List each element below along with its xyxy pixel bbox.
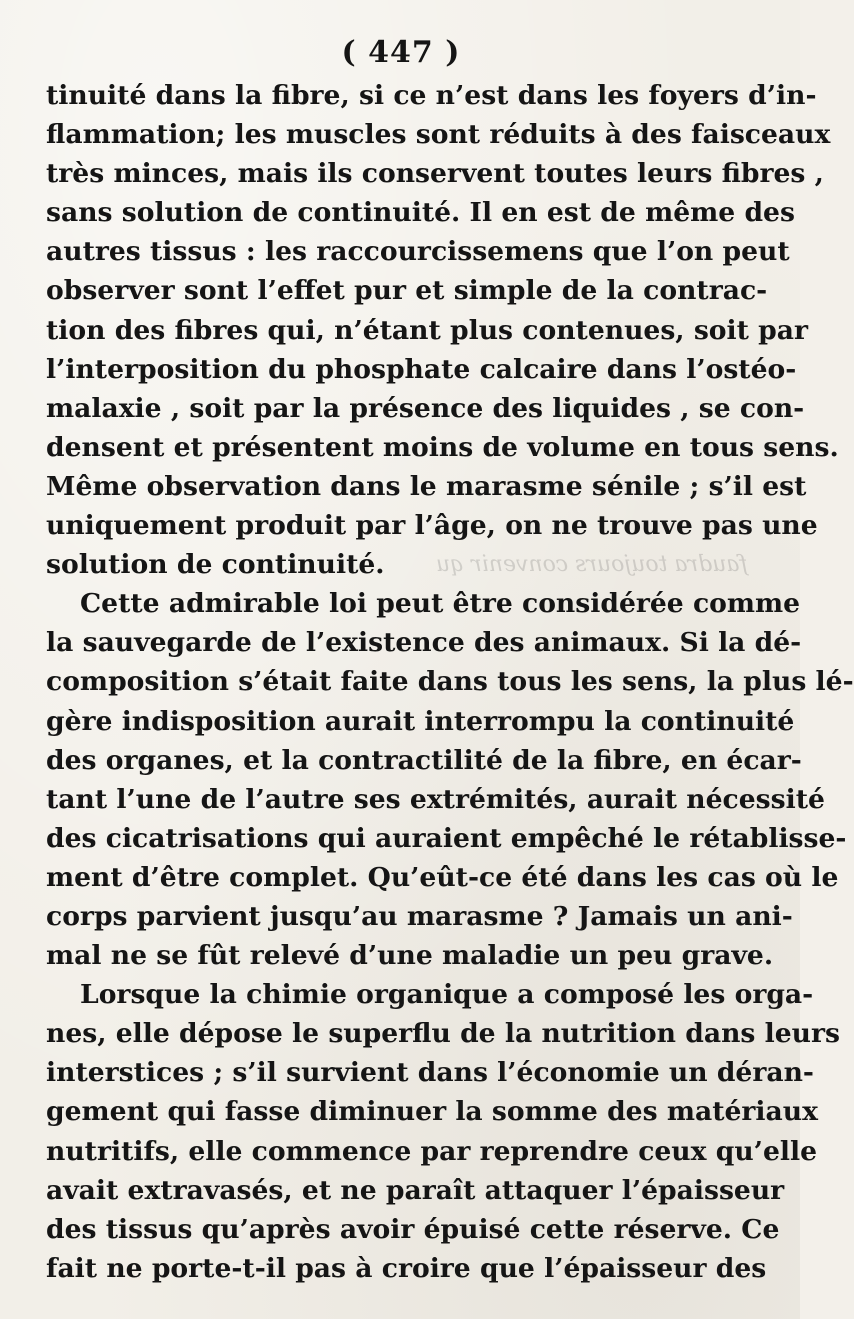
text-line: l’interposition du phosphate calcaire dans l’ostéo- (46, 353, 797, 385)
text-line: la sauvegarde de l’existence des animaux. Si la dé- (46, 627, 802, 659)
text-line: gement qui fasse diminuer la somme des matériaux (46, 1096, 818, 1128)
text-line: tion des fibres qui, n’étant plus contenues, soit par (46, 314, 809, 346)
text-line: fait ne porte-t-il pas à croire que l’épaisseur des (46, 1252, 767, 1284)
text-line: autres tissus : les raccourcissemens que l’on peut (46, 236, 790, 268)
text-line: des cicatrisations qui auraient empêché le rétablisse- (46, 822, 847, 854)
text-line: nes, elle dépose le superflu de la nutrition dans leurs (46, 1018, 840, 1050)
text-line: corps parvient jusqu’au marasme ? Jamais un ani- (46, 900, 793, 932)
paragraph-2 (46, 584, 854, 975)
text-line: nutritifs, elle commence par reprendre ceux qu’elle (46, 1135, 817, 1167)
text-line: observer sont l’effet pur et simple de la contrac- (46, 275, 768, 307)
body-text (46, 76, 854, 1288)
paragraph-1 (46, 76, 839, 584)
text-line: densent et présentent moins de volume en tous sens. (46, 431, 839, 463)
text-line: mal ne se fût relevé d’une maladie un peu grave. (46, 940, 774, 972)
text-line: Même observation dans le marasme sénile ; s’il est (46, 470, 807, 502)
text-line: Cette admirable loi peut être considérée comme (80, 588, 801, 620)
text-line: composition s’était faite dans tous les sens, la plus lé- (46, 666, 854, 698)
text-line: des organes, et la contractilité de la fibre, en écar- (46, 744, 802, 776)
text-line: sans solution de continuité. Il en est de même des (46, 197, 795, 229)
text-line: solution de continuité. (46, 549, 385, 581)
text-line: des tissus qu’après avoir épuisé cette réserve. Ce (46, 1213, 780, 1245)
text-line: avait extravasés, et ne paraît attaquer l’épaisseur (46, 1174, 785, 1206)
text-line: tant l’une de l’autre ses extrémités, aurait nécessité (46, 783, 825, 815)
text-line: ment d’être complet. Qu’eût-ce été dans les cas où le (46, 861, 839, 893)
text-line: interstices ; s’il survient dans l’économie un déran- (46, 1057, 814, 1089)
bleed-through-text: faudra toujours convenir qu (436, 552, 748, 577)
text-line: gère indisposition aurait interrompu la continuité (46, 705, 795, 737)
text-line: Lorsque la chimie organique a composé les orga- (80, 979, 814, 1011)
page-number: ( 447 ) (341, 35, 461, 70)
text-line: tinuité dans la fibre, si ce n’est dans les foyers d’in- (46, 80, 817, 111)
paragraph-3 (46, 975, 840, 1288)
text-line: flammation; les muscles sont réduits à des faisceaux (46, 119, 831, 151)
text-line: très minces, mais ils conservent toutes leurs fibres , (46, 158, 824, 190)
text-line: uniquement produit par l’âge, on ne trouve pas une (46, 510, 818, 542)
text-line: malaxie , soit par la présence des liquides , se con- (46, 392, 805, 424)
